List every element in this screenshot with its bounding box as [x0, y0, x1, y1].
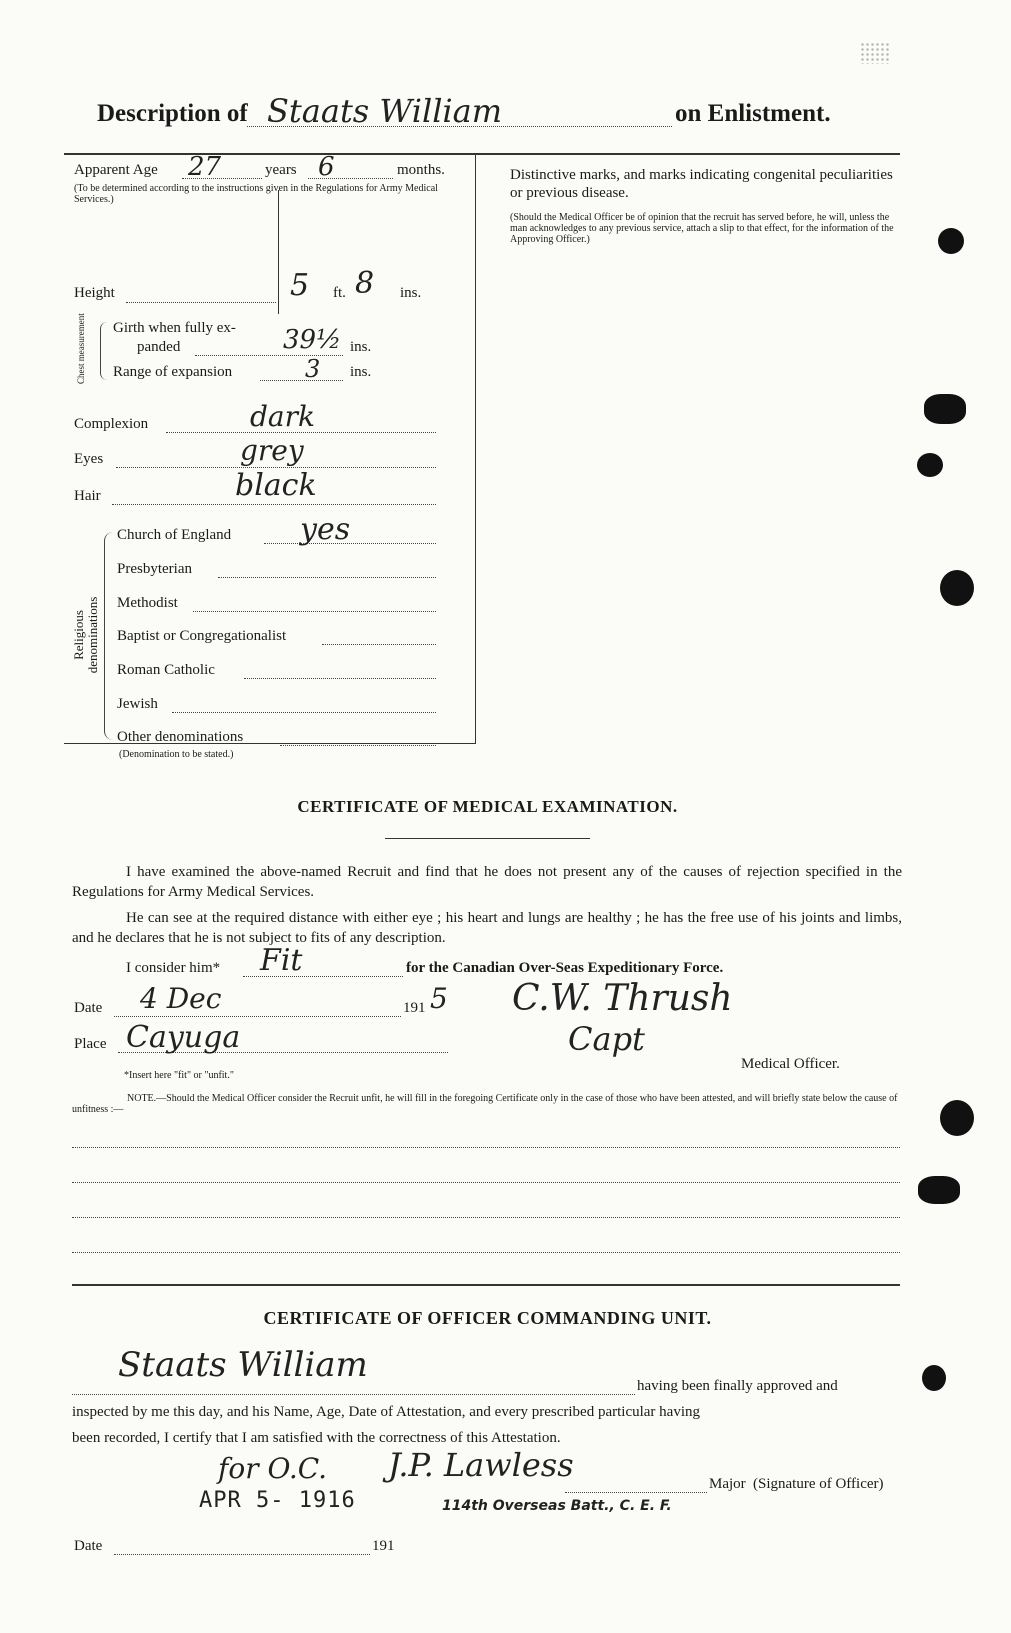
- complexion-value: dark: [250, 400, 315, 433]
- girth-label-2: panded: [137, 339, 181, 355]
- jewish-label: Jewish: [117, 696, 158, 712]
- medical-year-prefix: 191: [403, 1000, 426, 1016]
- unfitness-line-2: [72, 1182, 900, 1183]
- age-years-value: 27: [188, 152, 222, 182]
- title-suffix: on Enlistment.: [675, 100, 831, 127]
- commanding-signature: J.P. Lawless: [388, 1446, 574, 1484]
- ins-label: ins.: [400, 285, 422, 301]
- church-value: yes: [300, 512, 351, 547]
- distinctive-marks-heading: Distinctive marks, and marks indicating congenital peculiarities or previous disease.: [510, 167, 893, 201]
- medical-date-label: Date: [74, 1000, 103, 1016]
- column-divider: [475, 155, 476, 743]
- commanding-date-dots: [114, 1554, 370, 1555]
- eyes-value: grey: [240, 434, 304, 467]
- other-label: Other denominations: [117, 729, 244, 745]
- commanding-signature-dots: [565, 1492, 707, 1493]
- commanding-heading: CERTIFICATE OF OFFICER COMMANDING UNIT.: [263, 1308, 712, 1328]
- medical-bottom-rule: [72, 1284, 900, 1286]
- punch-hole: [924, 394, 966, 424]
- commanding-line-1-tail: having been finally approved and: [637, 1378, 838, 1394]
- punch-hole: [922, 1365, 946, 1391]
- girth-label-1: Girth when fully ex-: [113, 320, 236, 336]
- punch-hole: [917, 453, 943, 477]
- range-value: 3: [305, 355, 321, 383]
- range-dots: [260, 380, 343, 381]
- catholic-label: Roman Catholic: [117, 662, 215, 678]
- height-label: Height: [74, 285, 115, 301]
- months-label: months.: [397, 162, 445, 178]
- other-note: (Denomination to be stated.): [119, 749, 234, 760]
- title-name-handwritten: Staats William: [267, 92, 503, 130]
- commanding-name-handwritten: Staats William: [118, 1345, 368, 1385]
- unfitness-line-4: [72, 1252, 900, 1253]
- insert-note: *Insert here "fit" or "unfit.": [124, 1070, 234, 1081]
- medical-officer-label: Medical Officer.: [741, 1056, 840, 1072]
- presbyterian-label: Presbyterian: [117, 561, 192, 577]
- punch-hole: [918, 1176, 960, 1204]
- for-oc: for O.C.: [218, 1452, 328, 1485]
- chest-label: Chest measurement: [76, 313, 86, 384]
- commanding-year-prefix: 191: [372, 1538, 395, 1554]
- place-label: Place: [74, 1036, 107, 1052]
- major-label: Major: [709, 1476, 746, 1492]
- commanding-name-dots: [72, 1394, 635, 1395]
- place-value: Cayuga: [126, 1020, 241, 1055]
- religions-label: Religious denominations: [71, 596, 100, 674]
- medical-date-value: 4 Dec: [140, 982, 222, 1015]
- medical-note: NOTE.—Should the Medical Officer consider the Recruit unfit, he will fill in the foregoing Certificate only in the case of those who have been attested, and will briefly state below the cause of unfitness :—: [72, 1093, 898, 1115]
- commanding-line-2: inspected by me this day, and his Name, Age, Date of Attestation, and every prescribed particular having: [72, 1404, 701, 1420]
- unfitness-line-3: [72, 1217, 900, 1218]
- medical-heading: CERTIFICATE OF MEDICAL EXAMINATION.: [297, 797, 678, 816]
- medical-para-1: I have examined the above-named Recruit and find that he does not present any of the causes of rejection specified in the Regulations for Army Medical Services.: [72, 864, 902, 900]
- punch-hole: [940, 570, 974, 606]
- title-dotted-line: [247, 126, 672, 127]
- girth-unit: ins.: [350, 339, 372, 355]
- punch-hole: [940, 1100, 974, 1136]
- methodist-label: Methodist: [117, 595, 178, 611]
- commanding-date-label: Date: [74, 1538, 103, 1554]
- age-note: (To be determined according to the instructions given in the Regulations for Army Medical Services.): [74, 183, 438, 205]
- age-months-value: 6: [318, 152, 335, 182]
- commanding-line-3: been recorded, I certify that I am satisfied with the correctness of this Attestation.: [72, 1430, 561, 1446]
- height-dots: [126, 302, 276, 303]
- unfitness-line-1: [72, 1147, 900, 1148]
- stamp-unit: 114th Overseas Batt., C. E. F.: [442, 1498, 672, 1514]
- baptist-label: Baptist or Congregationalist: [117, 628, 287, 644]
- signature-label: (Signature of Officer): [753, 1476, 884, 1492]
- stamp-date: APR 5- 1916: [199, 1488, 356, 1513]
- punch-hole: [938, 228, 964, 254]
- age-label: Apparent Age: [74, 162, 158, 178]
- baptist-dots: [322, 644, 436, 645]
- consider-label: I consider him*: [126, 960, 221, 976]
- church-label: Church of England: [117, 527, 232, 543]
- hair-value: black: [235, 468, 317, 503]
- distinctive-marks-note: (Should the Medical Officer be of opinion that the recruit has served before, he will, unless the man acknowledges to any previous service, attach a slip to that effect, for the information of the Approving Officer.): [510, 212, 894, 245]
- hair-dots: [112, 504, 436, 505]
- methodist-dots: [193, 611, 436, 612]
- catholic-dots: [244, 678, 436, 679]
- girth-value: 39½: [283, 325, 342, 355]
- medical-year-suffix: 5: [430, 982, 448, 1015]
- eyes-label: Eyes: [74, 451, 104, 467]
- form-title: [97, 92, 897, 138]
- height-ft-value: 5: [290, 268, 310, 303]
- entry-column-line: [278, 190, 279, 314]
- complexion-label: Complexion: [74, 416, 149, 432]
- ft-label: ft.: [333, 285, 346, 301]
- other-dots: [280, 745, 436, 746]
- chest-brace: [100, 322, 107, 380]
- medical-officer-rank: Capt: [568, 1020, 645, 1058]
- medical-date-dots: [114, 1016, 401, 1017]
- girth-dots: [195, 355, 343, 356]
- height-in-value: 8: [355, 266, 375, 301]
- medical-heading-rule: [385, 838, 590, 839]
- title-prefix: Description of: [97, 100, 248, 127]
- range-unit: ins.: [350, 364, 372, 380]
- corner-speckle: [860, 42, 890, 64]
- range-label: Range of expansion: [113, 364, 233, 380]
- religion-brace: [104, 532, 113, 740]
- hair-label: Hair: [74, 488, 101, 504]
- presbyterian-dots: [218, 577, 436, 578]
- consider-value: Fit: [260, 943, 303, 978]
- years-label: years: [265, 162, 297, 178]
- medical-officer-signature: C.W. Thrush: [512, 978, 733, 1019]
- force-label: for the Canadian Over-Seas Expeditionary Force.: [406, 960, 724, 976]
- medical-para-2: He can see at the required distance with either eye ; his heart and lungs are healthy ; he has the free use of his joints and limbs, and he declares that he is not subject to fits of any description.: [72, 910, 902, 946]
- jewish-dots: [172, 712, 436, 713]
